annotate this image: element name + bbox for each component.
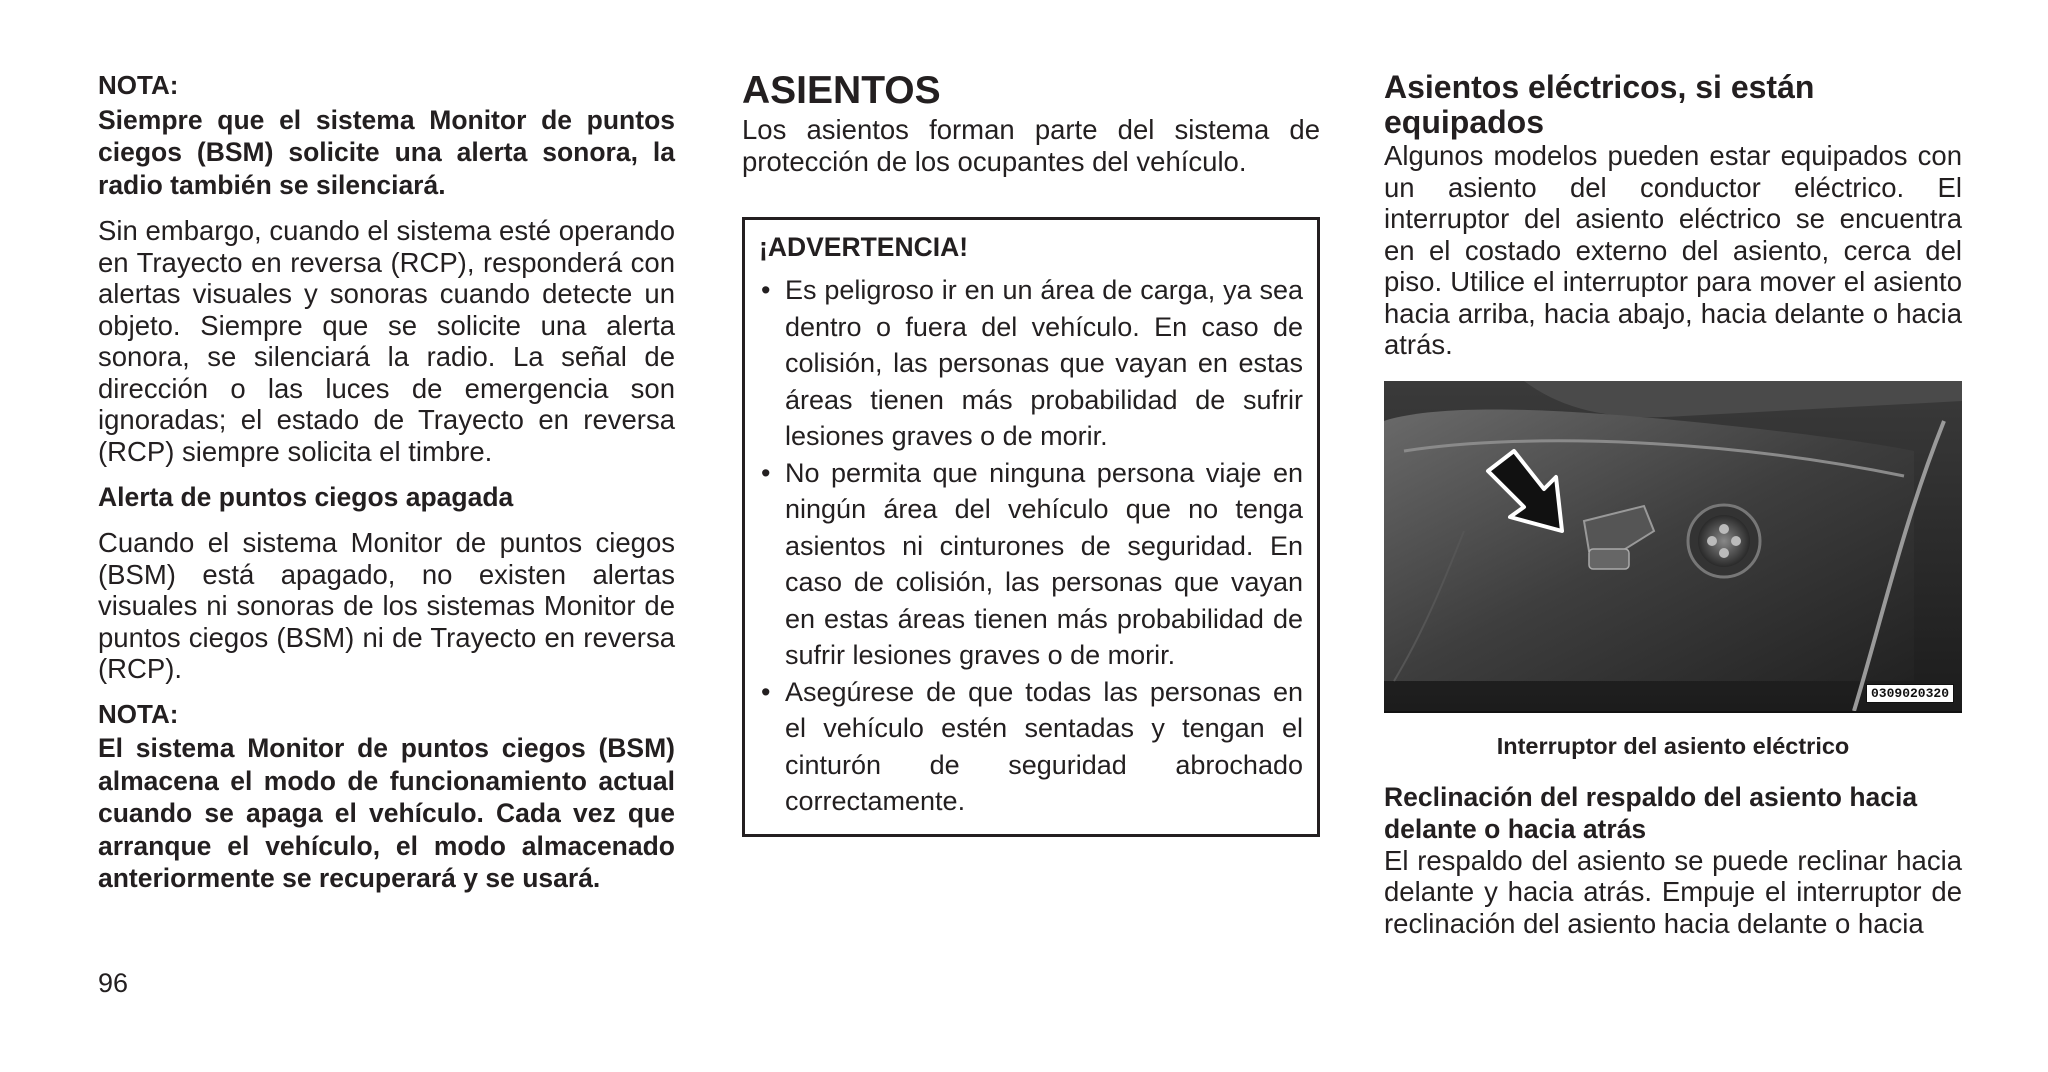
warning-box: [742, 217, 1320, 837]
bullet-icon: •: [761, 275, 771, 305]
body-paragraph: El respaldo del asiento se puede reclinar hacia delante y hacia atrás. Empuje el interruptor de reclinación del asiento hacia delante o hacia: [1384, 844, 1962, 939]
middle-column: [742, 70, 1320, 837]
page-number: 96: [98, 968, 129, 998]
right-column: [1384, 70, 1962, 939]
figure-caption: Interruptor del asiento eléctrico: [1496, 732, 1850, 759]
warning-list: [759, 272, 1303, 820]
warning-title: ¡ADVERTENCIA!: [759, 232, 969, 262]
warning-item-text: Asegúrese de que todas las personas en el vehículo estén sentadas y tengan el cinturón de seguridad abrochado correctamente.: [785, 676, 1303, 816]
body-paragraph: Cuando el sistema Monitor de puntos ciegos (BSM) está apagado, no existen alertas visuales ni sonoras de los sistemas Monitor de puntos ciegos (BSM) ni de Trayecto en reversa (RCP).: [98, 527, 675, 684]
left-column: [98, 70, 675, 895]
body-paragraph: Algunos modelos pueden estar equipados con un asiento del conductor eléctrico. El interruptor del asiento eléctrico se encuentra en el costado externo del asiento, cerca del piso. Utilice el interruptor para mover el asiento hacia arriba, hacia abajo, hacia delante o hacia atrás.: [1384, 140, 1962, 360]
section-title: ASIENTOS: [742, 69, 941, 112]
note-text: Siempre que el sistema Monitor de puntos ciegos (BSM) solicite una alerta sonora, la radio también se silenciará.: [98, 104, 675, 200]
section-title: Asientos eléctricos, si están equipados: [1384, 69, 1815, 140]
subheading: Reclinación del respaldo del asiento hacia delante o hacia atrás: [1384, 781, 1918, 844]
warning-item-text: Es peligroso ir en un área de carga, ya sea dentro o fuera del vehículo. En caso de colisión, las personas que vayan en estas áreas tienen más probabilidad de sufrir lesiones graves o de morir.: [785, 275, 1303, 451]
intro-paragraph: Los asientos forman parte del sistema de protección de los ocupantes del vehículo.: [742, 114, 1320, 177]
note-label: NOTA:: [98, 698, 179, 729]
image-code: 0309020320: [1866, 684, 1954, 703]
note-text: El sistema Monitor de puntos ciegos (BSM) almacena el modo de funcionamiento actual cuando se apaga el vehículo. Cada vez que arranque el vehículo, el modo almacenado anteriormente se recuperará y se usará.: [98, 733, 675, 893]
bullet-icon: •: [761, 676, 771, 707]
note-label: NOTA:: [98, 70, 179, 100]
warning-item: [759, 455, 1303, 674]
warning-item: [759, 674, 1303, 820]
subheading: Alerta de puntos ciegos apagada: [98, 482, 514, 512]
warning-item: [759, 272, 1303, 455]
seat-switch-photo: [1384, 381, 1962, 713]
bullet-icon: •: [761, 457, 771, 488]
warning-item-text: No permita que ninguna persona viaje en ningún área del vehículo que no tenga asientos ni cinturones de seguridad. En caso de colisión, las personas que vayan en estas áreas tienen más probabilidad de sufrir lesiones graves o de morir.: [785, 457, 1303, 670]
seat-illustration: [1384, 381, 1962, 711]
body-paragraph: Sin embargo, cuando el sistema esté operando en Trayecto en reversa (RCP), responderá con alertas visuales y sonoras cuando detecte un objeto. Siempre que se solicite una alerta sonora, se silenciará la radio. La señal de dirección o las luces de emergencia son ignoradas; el estado de Trayecto en reversa (RCP) siempre solicita el timbre.: [98, 215, 675, 467]
